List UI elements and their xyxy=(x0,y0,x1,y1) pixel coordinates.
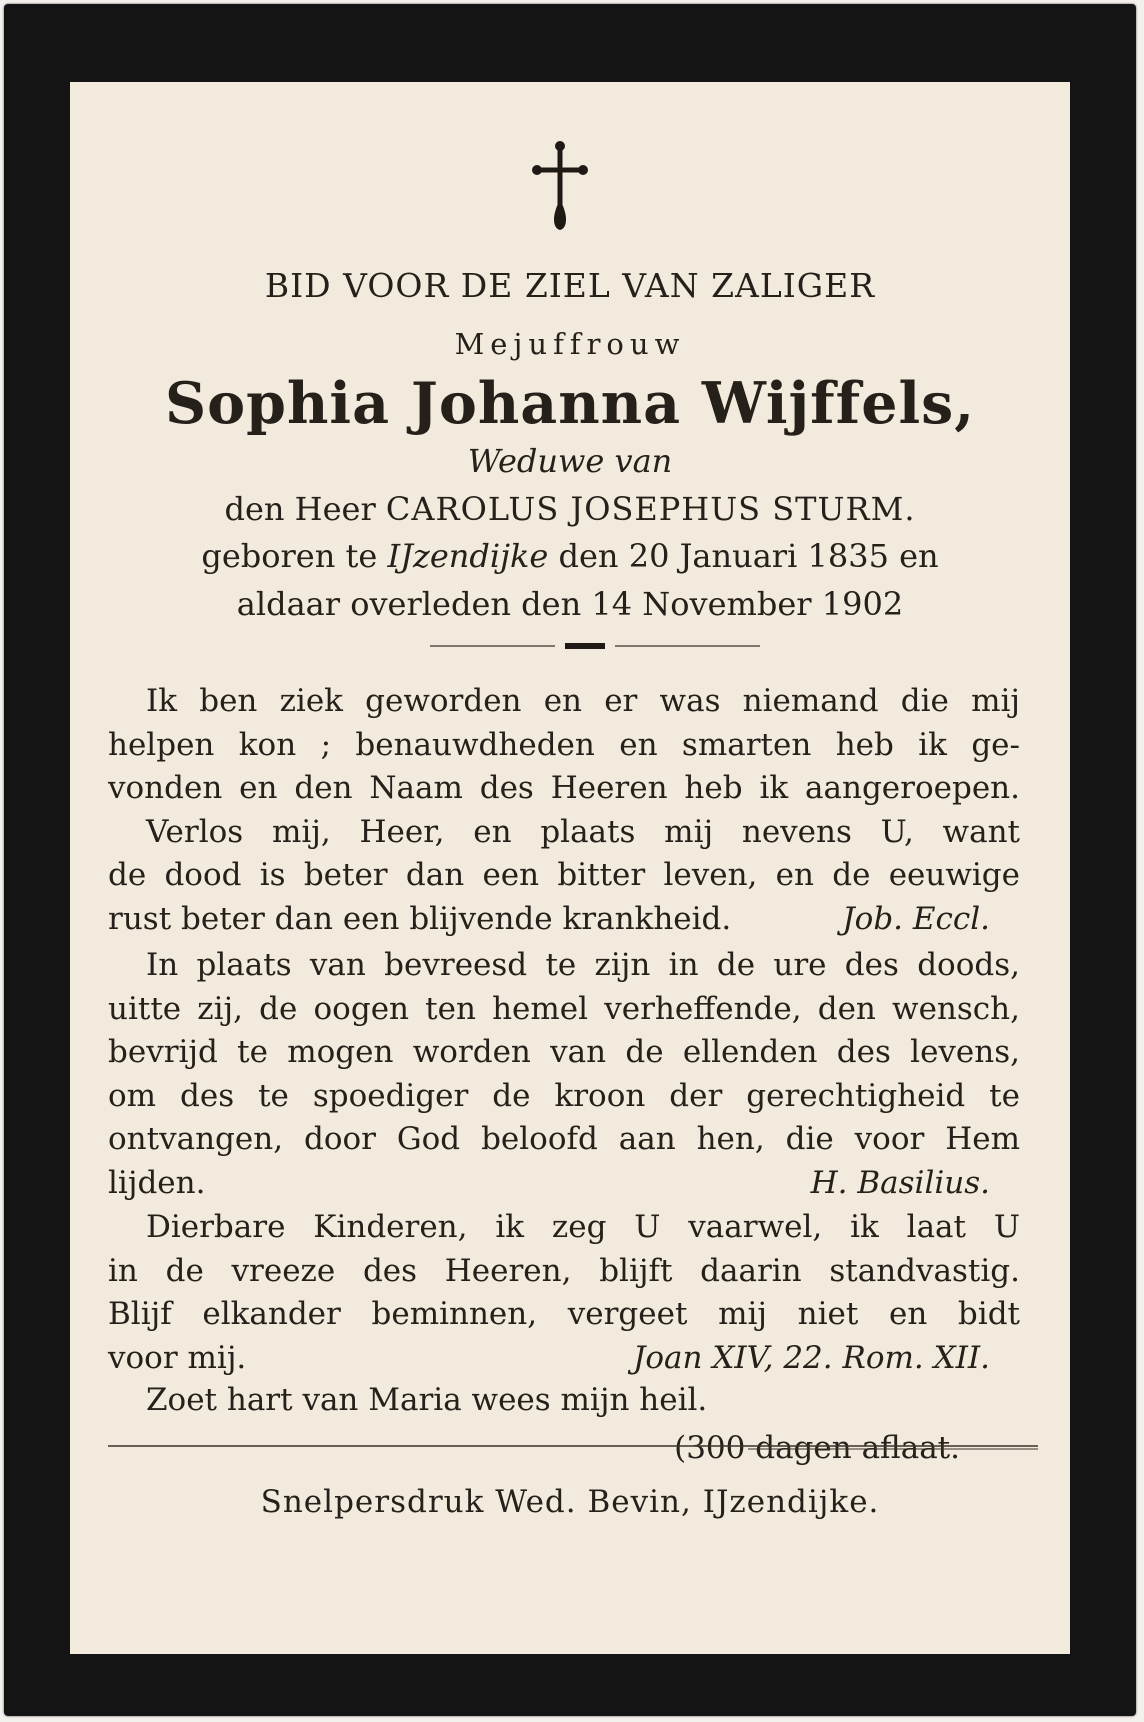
verse-line-text: lijden. xyxy=(108,1164,206,1201)
verse-line-text: rust beter dan een blijvende krankheid. xyxy=(108,900,732,937)
farewell-verse xyxy=(108,1206,1020,1380)
widow-of: Weduwe van xyxy=(467,442,673,480)
verse-line: bevrijd te mogen worden van de ellenden des levens, xyxy=(108,1034,1020,1071)
deceased-name: Sophia Johanna Wijffels, xyxy=(164,370,976,437)
scripture-verse-basilius xyxy=(108,944,1020,1206)
verse-line: vonden en den Naam des Heeren heb ik aangeroepen. xyxy=(108,770,1020,807)
verse-line: Ik ben ziek geworden en er was niemand die mij xyxy=(146,683,1020,719)
verse-line: Dierbare Kinderen, ik zeg U vaarwel, ik laat U xyxy=(146,1209,1020,1245)
husband-line xyxy=(70,490,1070,528)
verse-line: uitte zij, de oogen ten hemel verheffende, den wensch, xyxy=(108,990,1020,1027)
birth-place: IJzendijke xyxy=(387,537,549,575)
verse-line: ontvangen, door God beloofd aan hen, die voor Hem xyxy=(108,1121,1020,1158)
husband-prefix: den Heer xyxy=(224,490,376,528)
verse-last-line xyxy=(108,898,1020,942)
death-line: aldaar overleden den 14 November 1902 xyxy=(236,585,904,623)
verse-last-line xyxy=(108,1162,1020,1206)
verse-line: In plaats van bevreesd te zijn in de ure des doods, xyxy=(146,947,1020,983)
mourning-card xyxy=(4,4,1136,1716)
verse-line: de dood is beter dan een bitter leven, en de eeuwige xyxy=(108,857,1020,894)
verse-line: helpen kon ; benauwdheden en smarten heb ik ge- xyxy=(108,726,1020,763)
verse-line: om des te spoediger de kroon der gerechtigheid te xyxy=(108,1077,1020,1114)
husband-name: CAROLUS JOSEPHUS STURM. xyxy=(385,490,916,528)
printer-credit: Snelpersdruk Wed. Bevin, IJzendijke. xyxy=(260,1484,880,1520)
card-paper xyxy=(70,82,1070,1654)
cross-icon xyxy=(530,138,590,238)
verse-last-line xyxy=(108,1337,1020,1381)
verse-reference: H. Basilius. xyxy=(810,1164,990,1201)
birth-prefix: geboren te xyxy=(201,537,378,575)
birth-date: den 20 Januari 1835 en xyxy=(558,537,939,575)
footer-rule xyxy=(108,1442,1038,1452)
verse-line: in de vreeze des Heeren, blijft daarin standvastig. xyxy=(108,1252,1020,1289)
verse-line: Blijf elkander beminnen, vergeet mij niet en bidt xyxy=(108,1296,1020,1333)
verse-line: Verlos mij, Heer, en plaats mij nevens U, want xyxy=(146,813,1020,850)
verse-line-text: voor mij. xyxy=(108,1339,247,1376)
verse-reference: Job. Eccl. xyxy=(842,900,990,937)
scripture-verse-job xyxy=(108,680,1020,942)
indulgence-note: (300 dagen aflaat. xyxy=(674,1430,960,1466)
ornamental-divider xyxy=(430,642,760,650)
birth-line xyxy=(70,537,1070,575)
honorific: Mejuffrouw xyxy=(454,327,686,361)
verse-reference: Joan XIV, 22. Rom. XII. xyxy=(632,1339,990,1376)
closing-prayer: Zoet hart van Maria wees mijn heil. xyxy=(146,1382,708,1418)
prayer-heading: BID VOOR DE ZIEL VAN ZALIGER xyxy=(264,266,876,305)
